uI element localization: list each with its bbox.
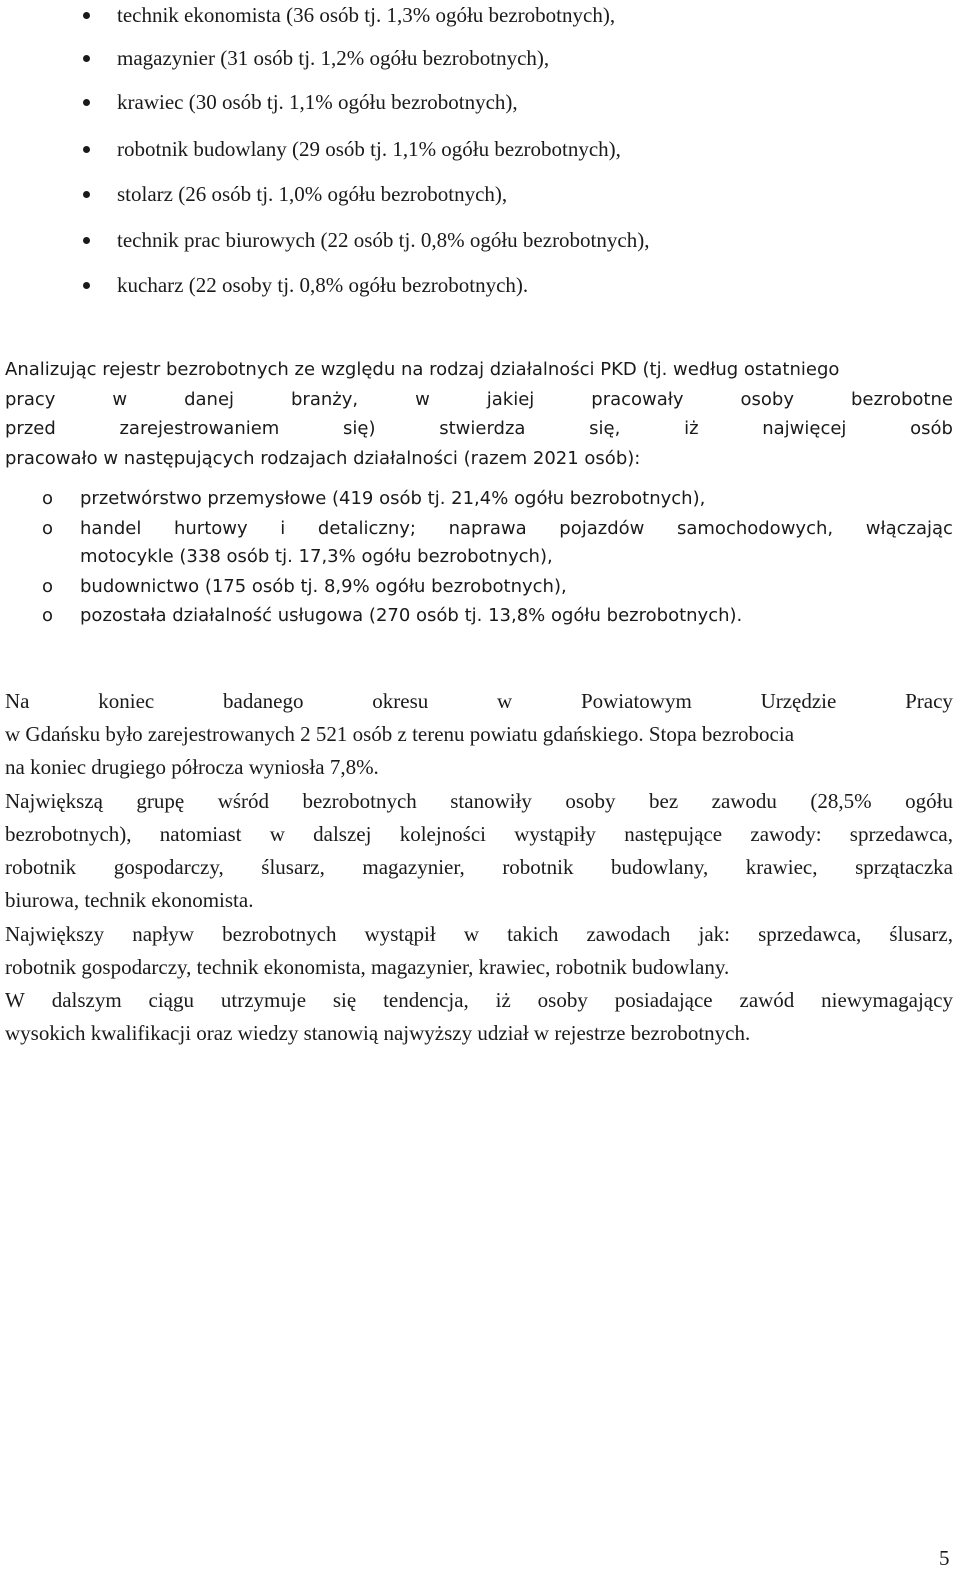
word: detaliczny; [317, 518, 416, 539]
word: w [463, 922, 479, 946]
word: pracy [5, 388, 56, 410]
word: zawody: [750, 822, 822, 846]
word: osoby [740, 388, 795, 410]
word: bezrobotne [850, 388, 953, 410]
word: magazynier, [362, 855, 465, 879]
word: sprzedawca, [758, 922, 862, 946]
word: dalszym [51, 988, 122, 1012]
word: badanego [223, 689, 304, 713]
paragraph-line: robotnik gospodarczy, technik ekonomista, magazynier, krawiec, robotnik budowlany. [5, 955, 730, 979]
word: włączając [865, 518, 953, 539]
word: osoby [537, 988, 588, 1012]
largest-group-paragraph [5, 785, 953, 917]
bullet-icon [83, 146, 90, 153]
word: samochodowych, [676, 518, 834, 539]
bullet-icon [83, 55, 90, 62]
word: sprzątaczka [855, 855, 953, 879]
paragraph-line [5, 984, 953, 1017]
word: najwięcej [762, 418, 847, 439]
paragraph-line: w Gdańsku było zarejestrowanych 2 521 osób z terenu powiatu gdańskiego. Stopa bezrobocia [5, 722, 795, 746]
word: branży, [291, 388, 359, 410]
word: okresu [372, 689, 429, 713]
paragraph-line [5, 785, 953, 818]
word: handel [80, 518, 142, 539]
paragraph-line: pracowało w następujących rodzajach działalności (razem 2021 osób): [5, 447, 641, 469]
bullet-icon [83, 12, 90, 19]
paragraph-line [5, 685, 953, 718]
bullet-icon [83, 191, 90, 198]
word: bezrobotnych [302, 789, 417, 813]
paragraph-line [5, 818, 953, 851]
word: osoby [565, 789, 616, 813]
word: bez [649, 789, 679, 813]
word: hurtowy [173, 518, 248, 539]
word: osób [910, 418, 953, 439]
circle-bullet-icon: o [42, 605, 54, 626]
word: budowlany, [611, 855, 709, 879]
word: W [5, 988, 25, 1012]
circle-bullet-icon: o [42, 518, 54, 539]
word: się, [589, 418, 621, 439]
word: wśród [217, 789, 270, 813]
bullet-icon [83, 282, 90, 289]
paragraph-line [5, 414, 953, 444]
word: posiadające [614, 988, 713, 1012]
word: zawodu [711, 789, 777, 813]
word: ciągu [148, 988, 195, 1012]
circle-bullet-icon: o [42, 488, 54, 509]
word: (28,5% [810, 789, 872, 813]
word: ślusarz, [261, 855, 325, 879]
word: Największą [5, 789, 103, 813]
word: takich [507, 922, 559, 946]
tendency-paragraph [5, 984, 953, 1050]
word: ogółu [905, 789, 953, 813]
word: sprzedawca, [849, 822, 953, 846]
word: jak: [698, 922, 731, 946]
word: pojazdów [559, 518, 645, 539]
word: Urzędzie [760, 689, 837, 713]
word: w [415, 388, 430, 410]
word: wystąpiły [514, 822, 596, 846]
word: naprawa [448, 518, 527, 539]
word: iż [684, 418, 699, 439]
word: grupę [136, 789, 185, 813]
word: iż [495, 988, 511, 1012]
word: bezrobotnych [222, 922, 337, 946]
word: dalszej [313, 822, 372, 846]
paragraph-line [5, 851, 953, 884]
word: kolejności [399, 822, 487, 846]
paragraph-line: biurowa, technik ekonomista. [5, 888, 254, 912]
word: Powiatowym [580, 689, 692, 713]
bullet-icon [83, 99, 90, 106]
word: utrzymuje [220, 988, 307, 1012]
word: zawodach [586, 922, 671, 946]
word: napływ [132, 922, 195, 946]
page-number: 5 [939, 1546, 950, 1570]
word: przed [5, 418, 56, 439]
word: w [112, 388, 128, 410]
word: i [280, 518, 286, 539]
word: Na [5, 689, 30, 713]
word: stwierdza [439, 418, 526, 439]
inflow-paragraph [5, 918, 953, 984]
word: się) [343, 418, 376, 439]
word: w [269, 822, 285, 846]
word: zarejestrowaniem [119, 418, 280, 439]
word: wystąpił [364, 922, 436, 946]
word: koniec [98, 689, 155, 713]
pkd-analysis-paragraph [5, 355, 953, 473]
circle-bullet-icon: o [42, 576, 54, 597]
list-item [0, 514, 960, 543]
word: natomiast [159, 822, 242, 846]
bullet-icon [83, 237, 90, 244]
document-page: technik ekonomista (36 osób tj. 1,3% ogółu bezrobotnych), magazynier (31 osób tj. 1,2% ogółu bezrobotnych), krawiec (30 osób tj. 1,1% ogółu bezrobotnych), robotnik budowlany (29 osób tj. 1,1% ogółu bezrobotnych), stolarz (26 osób tj. 1,0% ogółu bezrobotnych), technik prac biurowych (22 osób tj. 0,8% ogółu bezrobotnych), kucharz (22 osoby tj. 0,8% ogółu bezrobotnych). Analizując rejestr bezrobotnych ze względu na rodzaj działalności PKD (tj. według ostatniego pracy w danej branży, w jakiej pracowały osoby bezrobotne przed zarejestrowaniem się) stwierdza się, iż najwięcej osób pracowało w następujących rodzajach działalności (razem 2021 osób): o przetwórstwo przemysłowe (419 osób tj. 21,4% ogółu bezrobotnych), o handel hurtowy i detaliczny; naprawa pojazdów samochodowych, włączając motocykle (338 osób tj. 17,3% ogółu bezrobotnych), o budownictwo (175 osób tj. 8,9% ogółu bezrobotnych), o pozostała działalność usługowa (270 osób tj. 13,8% ogółu bezrobotnych). Na koniec badanego okresu w Powiatowym Urzędzie Pracy w Gdańsku było zarejestrowanych 2 521 osób z terenu powiatu gdańskiego. Stopa bezrobocia na koniec drugiego półrocza wyniosła 7,8%. Największą grupę wśród bezrobotnych stanowiły osoby bez zawodu (28,5% ogółu bezrobotnych), natomiast w dalszej kolejności wystąpiły następujące zawody: sprzedawca, robotnik gospodarczy, ślusarz, magazynier, robotnik budowlany, krawiec, sprzątaczka biurowa, technik ekonomista. Największy napływ bezrobotnych wystąpił w takich zawodach jak: sprzedawca, ślusarz, robotnik gospodarczy, technik ekonomista, magazynier, krawiec, robotnik budowlany. W dalszym ciągu utrzymuje się tendencja, iż osoby posiadające zawód niewymagający wysokich kwalifikacji oraz wiedzy stanowią najwyższy udział w rejestrze bezrobotnych. 5 [0, 0, 960, 1573]
word: krawiec, [745, 855, 818, 879]
summary-paragraph [5, 685, 953, 784]
word: danej [184, 388, 235, 410]
paragraph-line: wysokich kwalifikacji oraz wiedzy stanowią najwyższy udział w rejestrze bezrobotnych. [5, 1021, 751, 1045]
word: następujące [624, 822, 723, 846]
word: Największy [5, 922, 105, 946]
word: stanowiły [450, 789, 532, 813]
word: robotnik [502, 855, 574, 879]
word: tendencja, [383, 988, 469, 1012]
word: ślusarz, [889, 922, 953, 946]
word: jakiej [486, 388, 535, 410]
word: zawód [739, 988, 795, 1012]
word: niewymagający [821, 988, 953, 1012]
word: gospodarczy, [113, 855, 224, 879]
word: w [497, 689, 513, 713]
paragraph-line [5, 918, 953, 951]
paragraph-line: Analizując rejestr bezrobotnych ze względu na rodzaj działalności PKD (tj. według ostatniego [5, 359, 840, 380]
paragraph-line: na koniec drugiego półrocza wyniosła 7,8%. [5, 755, 379, 779]
word: się [332, 988, 357, 1012]
word: bezrobotnych), [5, 822, 132, 846]
word: pracowały [591, 388, 684, 410]
paragraph-line [5, 385, 953, 415]
word: robotnik [5, 855, 77, 879]
word: Pracy [905, 689, 953, 713]
